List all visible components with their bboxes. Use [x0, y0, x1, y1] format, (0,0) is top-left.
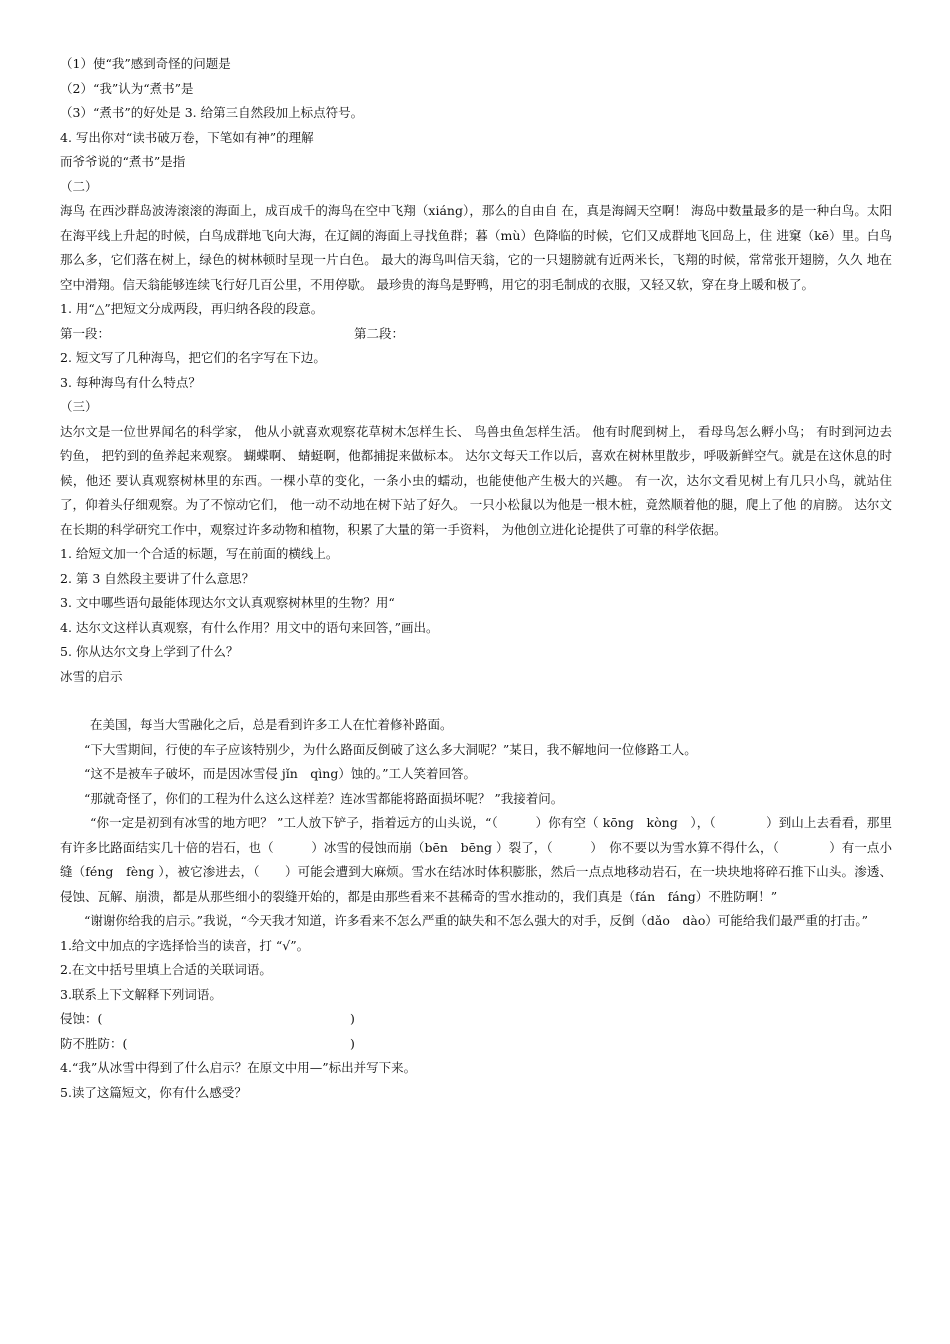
question-line: 3. 每种海鸟有什么特点？	[60, 374, 201, 390]
question-line: 1.给文中加点的字选择恰当的读音，打 “√”。	[60, 937, 310, 953]
spacer	[60, 689, 892, 713]
section-heading: （三）	[60, 399, 98, 414]
passage-seabirds: 海鸟 在西沙群岛波涛滚滚的海面上，成百成千的海鸟在空中飞翔（xiáng），那么的自由自 在，真是海阔天空啊！ 海岛中数量最多的是一种白鸟。太阳在海平线上升起的时候，白鸟成群地飞向大海，在辽阔的海面上寻找鱼群；暮（mù）色降临的时候，它们又成群地飞回岛上，住 进窠（kē）里。白鸟那么多，它们落在树上，绿色的树林顿时呈现一片白色。 最大的海鸟叫信天翁，它的一只翅膀就有近两米长，飞翔的时候，常常张开翅膀，久久 地在空中滑翔。信天翁能够连续飞行好几百公里，不用停歇。 最珍贵的海鸟是野鸭，用它的羽毛制成的衣服，又轻又软，穿在身上暖和极了。	[60, 203, 892, 292]
term-label: 防不胜防：(	[60, 1035, 128, 1051]
section2	[60, 175, 892, 396]
section4	[60, 665, 892, 1106]
question-line: 2. 短文写了几种海鸟，把它们的名字写在下边。	[60, 350, 326, 365]
term-close-paren: )	[350, 1011, 355, 1026]
question-line: 2.在文中括号里填上合适的关联词语。	[60, 962, 272, 977]
passage-paragraph: “谢谢你给我的启示。”我说，“今天我才知道，许多看来不怎么严重的缺失和不怎么强大的对手，反倒（dǎo dào）可能给我们最严重的打击。”	[84, 913, 869, 928]
segment-two-label: 第二段：	[354, 325, 405, 341]
question-line: （3）“煮书”的好处是 3. 给第三自然段加上标点符号。	[60, 105, 364, 120]
question-line: 5. 你从达尔文身上学到了什么？	[60, 644, 239, 659]
question-line: 5.读了这篇短文，你有什么感受？	[60, 1084, 247, 1100]
question-line: 4.“我”从冰雪中得到了什么启示？在原文中用—”标出并写下来。	[60, 1060, 417, 1075]
question-line: 而爷爷说的“煮书”是指	[60, 154, 186, 169]
question-line: 4. 写出你对“读书破万卷，下笔如有神”的理解	[60, 129, 314, 145]
passage-paragraph: “下大雪期间，行使的车子应该特别少，为什么路面反倒破了这么多大洞呢？”某日，我不解地问一位修路工人。	[84, 741, 697, 757]
term-answer-row	[60, 1007, 892, 1032]
passage-paragraph: “那就奇怪了，你们的工程为什么这么这样差？连冰雪都能将路面损坏呢？ ”我接着问。	[84, 790, 564, 806]
question-line: 2. 第 3 自然段主要讲了什么意思？	[60, 570, 255, 586]
passage-paragraph: “你一定是初到有冰雪的地方吧？ ”工人放下铲子，指着远方的山头说，“（ ）你有空（ kōng kòng ），（ ）到山上去看看，那里有许多比路面结实几十倍的岩石，也（ ）冰雪的侵蚀而崩（bēn bēng ）裂了，（ ） 你不要以为雪水算不得什么，（ ）有一点小缝（féng fèng ），被它渗进去，（ ）可能会遭到大麻烦。雪水在结冰时体积膨胀，然后一点点地移动岩石，在一块块地将碎石推下山头。渗透、侵蚀、瓦解、崩溃，都是从那些细小的裂缝开始的，都是由那些看来不甚稀奇的雪水推动的，我们真是（fán fáng）不胜防啊！”	[60, 815, 892, 904]
term-label: 侵蚀：(	[60, 1011, 103, 1026]
question-line: （1）使“我”感到奇怪的问题是	[60, 56, 231, 71]
passage-paragraph: 在美国，每当大雪融化之后，总是看到许多工人在忙着修补路面。	[90, 717, 453, 732]
question-line: 1. 给短文加一个合适的标题，写在前面的横线上。	[60, 546, 339, 561]
section1-questions	[60, 52, 892, 175]
question-line: 1. 用“△”把短文分成两段，再归纳各段的段意。	[60, 301, 324, 316]
question-line: 3.联系上下文解释下列词语。	[60, 986, 222, 1002]
section3	[60, 395, 892, 665]
section-heading: （二）	[60, 178, 98, 194]
term-answer-row	[60, 1032, 892, 1057]
segment-one-label: 第一段：	[60, 325, 111, 341]
segment-answer-row	[60, 322, 892, 347]
question-line: 4. 达尔文这样认真观察，有什么作用？用文中的语句来回答，”画出。	[60, 619, 439, 635]
term-close-paren: )	[350, 1035, 355, 1051]
passage-paragraph: “这不是被车子破坏，而是因冰雪侵 jǐn qìng）蚀的。”工人笑着回答。	[84, 766, 476, 781]
question-line: （2）“我”认为“煮书”是	[60, 80, 194, 96]
passage-title: 冰雪的启示	[60, 668, 123, 684]
question-line: 3. 文中哪些语句最能体现达尔文认真观察树林里的生物？用“	[60, 595, 395, 610]
worksheet-page	[60, 52, 892, 1105]
passage-darwin: 达尔文是一位世界闻名的科学家， 他从小就喜欢观察花草树木怎样生长、 鸟兽虫鱼怎样生活。 他有时爬到树上， 看母鸟怎么孵小鸟； 有时到河边去钓鱼， 把钓到的鱼养起来观察。 蝴蝶啊、 蜻蜓啊，他都捕捉来做标本。 达尔文每天工作以后，喜欢在树林里散步，呼吸新鲜空气。就是在这休息的时候，他还 要认真观察树林里的东西。一棵小草的变化，一条小虫的蠕动，也能使他产生极大的兴趣。 有一次，达尔文看见树上有几只小鸟，就站住了，仰着头仔细观察。为了不惊动它们， 他一动不动地在树下站了好久。 一只小松鼠以为他是一根木桩，竟然顺着他的腿，爬上了他 的肩膀。 达尔文在长期的科学研究工作中，观察过许多动物和植物，积累了大量的第一手资料， 为他创立进化论提供了可靠的科学依据。	[60, 423, 892, 537]
